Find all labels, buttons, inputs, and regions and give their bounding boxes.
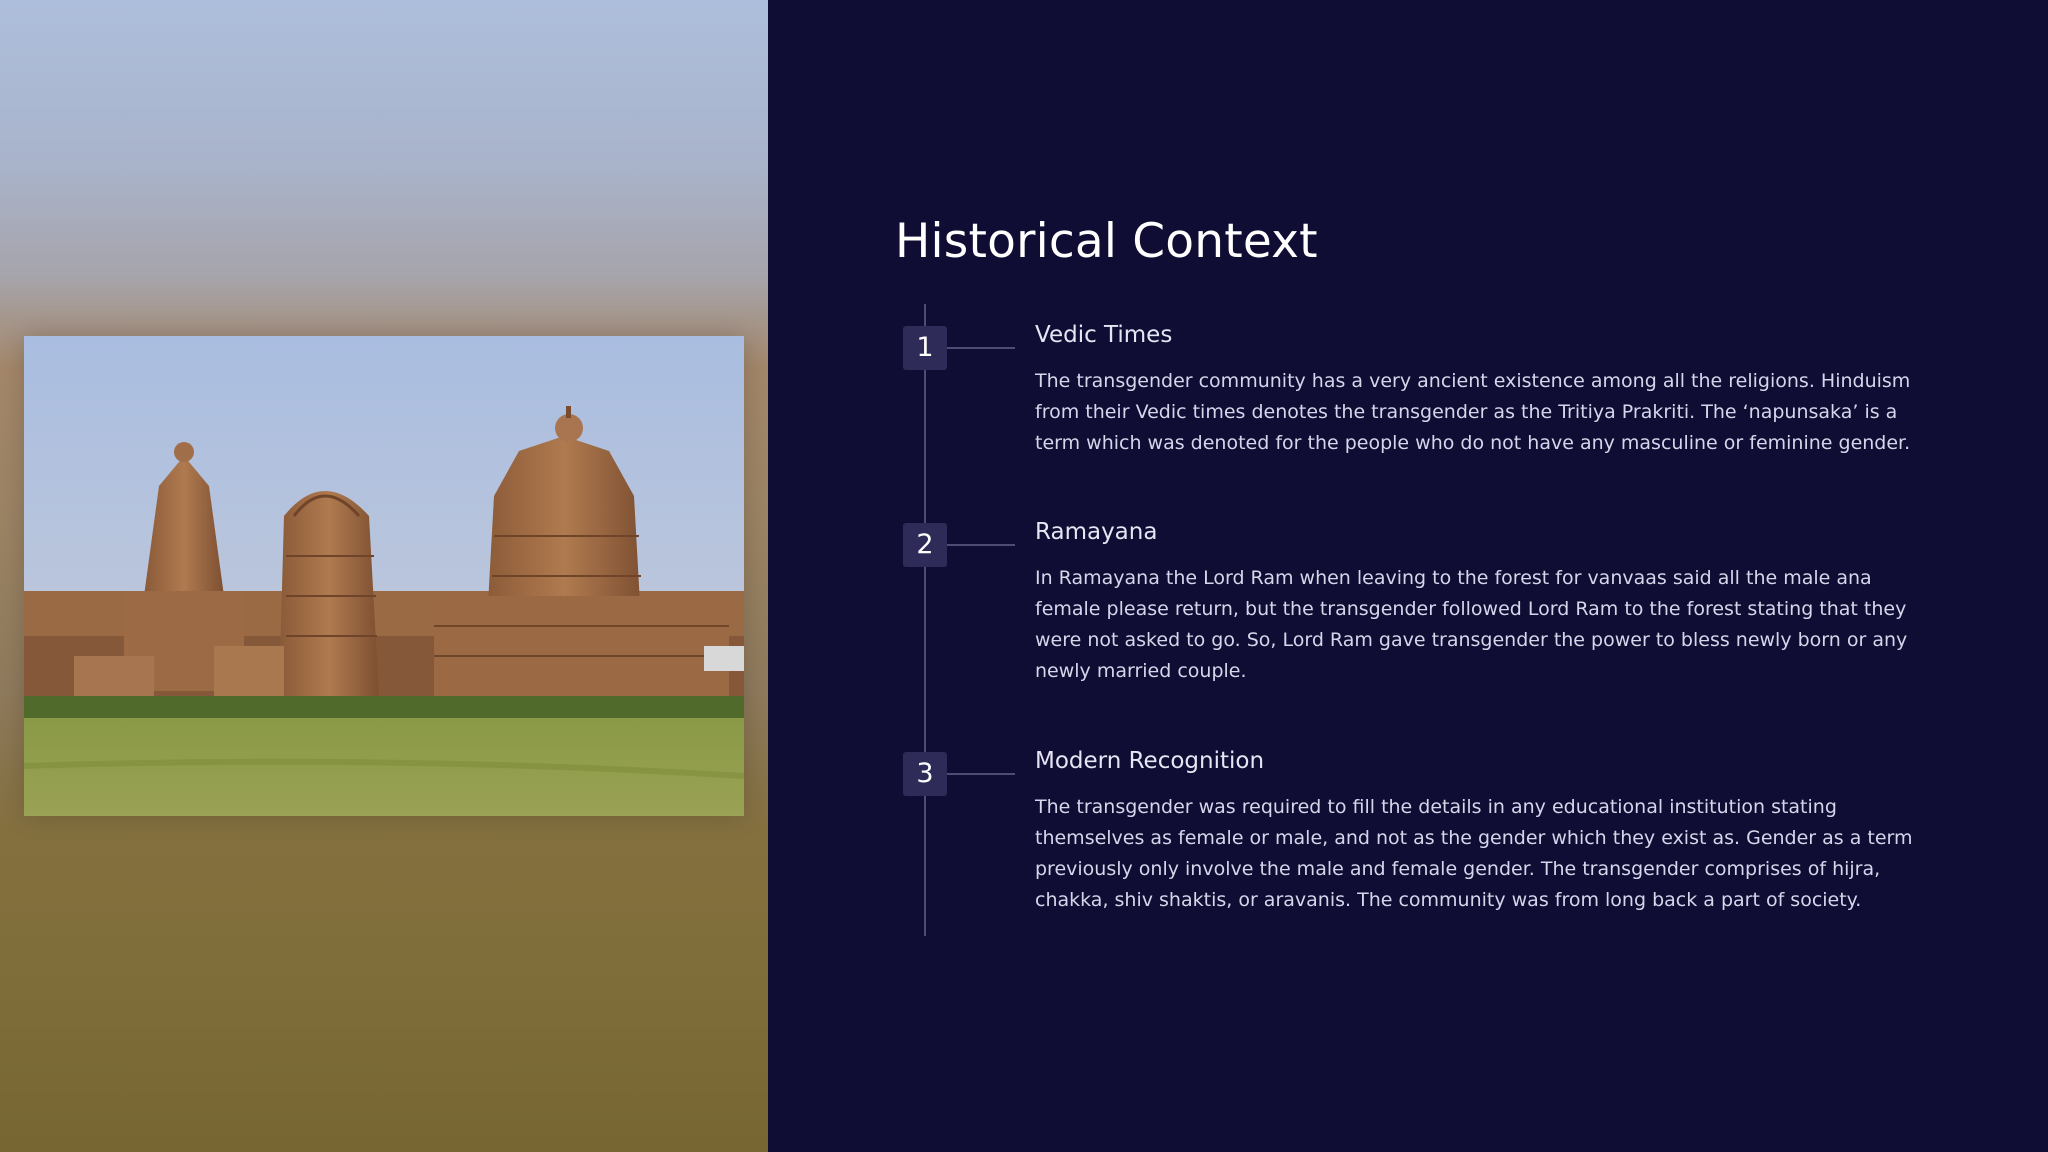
step-number-badge: 2	[903, 523, 947, 567]
step-heading: Modern Recognition	[1035, 748, 1265, 774]
temple-photo	[24, 336, 744, 816]
step-description: The transgender was required to fill the details in any educational institution stating themselves as female or male, and not as the gender which they exist as. Gender as a term previously only involve the male and female gender. The transgender comprises of hijra, chakka, shiv shaktis, or aravanis. The community was from long back a part of society.	[1035, 796, 1913, 911]
content-panel	[768, 0, 2048, 1152]
image-panel	[0, 0, 768, 1152]
step-connector	[947, 773, 1015, 775]
timeline-line	[924, 304, 926, 936]
page-title: Historical Context	[895, 214, 1318, 269]
step-connector	[947, 347, 1015, 349]
step-connector	[947, 544, 1015, 546]
step-description: The transgender community has a very ancient existence among all the religions. Hinduism from their Vedic times denotes the transgender as the Tritiya Prakriti. The ‘napunsaka’ is a term which was denoted for the people who do not have any masculine or feminine gender.	[1035, 370, 1911, 454]
step-heading: Ramayana	[1035, 519, 1158, 545]
step-heading: Vedic Times	[1035, 322, 1173, 348]
step-description: In Ramayana the Lord Ram when leaving to the forest for vanvaas said all the male ana female please return, but the transgender followed Lord Ram to the forest stating that they were not asked to go. So, Lord Ram gave transgender the power to bless newly born or any newly married couple.	[1035, 567, 1908, 682]
step-number-badge: 3	[903, 752, 947, 796]
step-number-badge: 1	[903, 326, 947, 370]
